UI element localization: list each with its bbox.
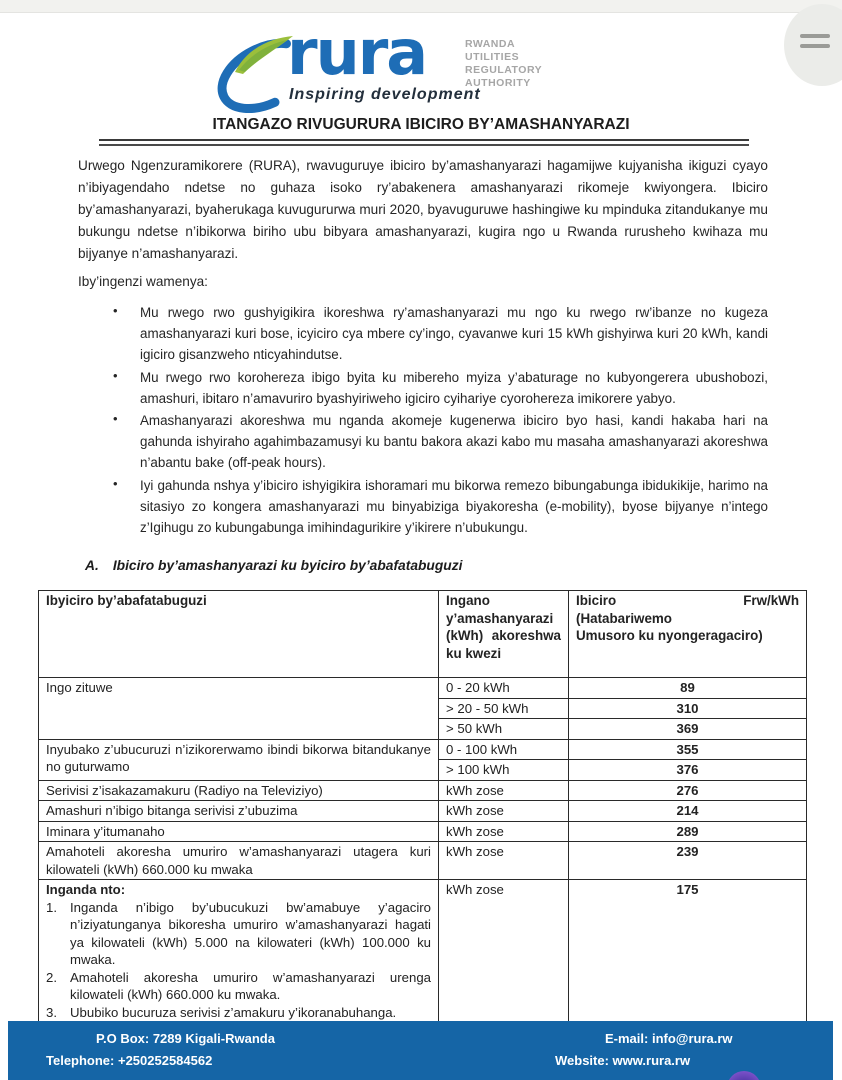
category-cell: Inyubako z’ubucuruzi n’izikorerwamo ibindi bikorwa bitandukanye no guturwamo: [39, 739, 439, 780]
price-cell: 376: [569, 760, 807, 781]
bullet-icon: •: [113, 475, 118, 491]
key-points-label: Iby’ingenzi wamenya:: [78, 274, 208, 289]
price-cell: 239: [569, 842, 807, 880]
table-row: [39, 739, 807, 760]
intro-paragraph: Urwego Ngenzuramikorere (RURA), rwavuguruye ibiciro by’amashanyarazi hagamijwe kujyanisha ikiguzi cyayo n’ibiyagendaho ndetse no guhaza isoko ry’abakenera amashanyarazi rikomeje kwiyongera. Ibiciro by’amashanyarazi, byaherukaga kuvugururwa muri 2020, byavuguruwe hashingiwe ku mpinduka zitandukanye mu bukungu ndetse n’ibikorwa biriho ubu bibyara amashanyarazi, kugira ngo u Rwanda rurusheho kwihaza mu bijyanye n’amashanyarazi.: [78, 158, 768, 261]
quantity-cell: kWh zose: [439, 821, 569, 842]
price-cell: 276: [569, 780, 807, 801]
col-header-quantity: Ingano y’amashanyarazi (kWh) akoreshwa ku kwezi: [439, 591, 569, 678]
list-item: Inganda n’ibigo by’ubucukuzi bw’amabuye y’agaciro n’iziyatunganya bikoresha umuriro w’amashanyarazi hagati ya kilowateli (kWh) 5.000 na kilowateri (kWh) 100.000 ku mwaka.: [70, 899, 431, 967]
tariff-table: [38, 590, 807, 1023]
table-row: [39, 880, 807, 1023]
footer-bar: [8, 1021, 833, 1080]
category-cell: Ingo zituwe: [39, 678, 439, 740]
footer-email: E-mail: info@rura.rw: [605, 1031, 733, 1046]
table-row: [39, 821, 807, 842]
footer-telephone: Telephone: +250252584562: [46, 1053, 213, 1068]
col-header-category: Ibyiciro by’abafatabuguzi: [39, 591, 439, 678]
category-cell: Amashuri n’ibigo bitanga serivisi z’ubuzima: [39, 801, 439, 822]
list-item: • Mu rwego rwo korohereza ibigo byita ku mibereho myiza y’abaturage no kubyongerera ubushobozi, amashuri, ibitaro n’amavuriro byashyiriweho igiciro cyihariye cyorohereza imikorere yabyo.: [113, 367, 768, 409]
table-row: [39, 842, 807, 880]
category-cell: Serivisi z’isakazamakuru (Radiyo na Televiziyo): [39, 780, 439, 801]
table-row: [39, 678, 807, 699]
category-cell: Iminara y’itumanaho: [39, 821, 439, 842]
list-item: Amahoteli akoresha umuriro w’amashanyarazi urenga kilowateli (kWh) 660.000 ku mwaka.: [70, 969, 431, 1002]
list-item: • Amashanyarazi akoreshwa mu nganda akomeje kugenerwa ibiciro byo hasi, kandi hakaba hari na gahunda ishyiraho agahimbazamusyi ku bantu bakora akazi kabo mu masaha amashanyarazi akoreshwa n’abantu bake (off-peak hours).: [113, 410, 768, 474]
brand-wordmark: rura: [287, 16, 427, 89]
logo-tagline: Inspiring development: [289, 86, 481, 103]
industry-items-list: [46, 899, 431, 1022]
price-cell: 214: [569, 801, 807, 822]
section-a-heading: A. Ibiciro by’amashanyarazi ku byiciro by’abafatabuguzi: [85, 558, 463, 573]
document-title: ITANGAZO RIVUGURURA IBICIRO BY’AMASHANYARAZI: [212, 116, 630, 133]
quantity-cell: kWh zose: [439, 780, 569, 801]
title-divider: [99, 139, 749, 146]
quantity-cell: kWh zose: [439, 801, 569, 822]
quantity-cell: kWh zose: [439, 842, 569, 880]
price-cell: 355: [569, 739, 807, 760]
col-header-price: Ibiciro Frw/kWh (Hatabariwemo Umusoro ku nyongeragaciro): [569, 591, 807, 678]
category-cell: [39, 880, 439, 1023]
category-cell: Amahoteli akoresha umuriro w’amashanyarazi utagera kuri kilowateli (kWh) 660.000 ku mwaka: [39, 842, 439, 880]
price-cell: 289: [569, 821, 807, 842]
key-points-list: [113, 302, 768, 539]
quantity-cell: > 50 kWh: [439, 719, 569, 740]
list-item: • Mu rwego rwo gushyigikira ikoreshwa ry’amashanyarazi mu ngo ku rwego rw’ibanze no kugeza amashanyarazi kuri bose, icyiciro cya mbere cy’ingo, cyavanwe kuri 15 kWh gishyirwa kuri 20 kWh, kandi igiciro gisanzweho nticyahindutse.: [113, 302, 768, 366]
footer-website: Website: www.rura.rw: [555, 1053, 691, 1068]
list-item: • Iyi gahunda nshya y’ibiciro ishyigikira ishoramari mu bikorwa remezo bibungabunga ibidukikije, harimo na sitasiyo zo kongera amashanyarazi mu binyabiziga biyakoresha (e-mobility), byose bijyanye n’intego z’Igihugu zo kubungabunga imihindagurikire y’ikirere n’ubukungu.: [113, 475, 768, 539]
quantity-cell: kWh zose: [439, 880, 569, 1023]
top-strip: [0, 0, 842, 13]
bullet-icon: •: [113, 303, 118, 318]
price-cell: 369: [569, 719, 807, 740]
quantity-cell: > 100 kWh: [439, 760, 569, 781]
price-cell: 175: [569, 880, 807, 1023]
quantity-cell: 0 - 100 kWh: [439, 739, 569, 760]
footer-po-box: P.O Box: 7289 Kigali-Rwanda: [96, 1031, 275, 1046]
list-item: Ububiko bucuruza serivisi z’amakuru y’ikoranabuhanga.: [70, 1004, 397, 1020]
table-row: [39, 801, 807, 822]
bullet-icon: •: [113, 411, 118, 427]
price-cell: 89: [569, 678, 807, 699]
authority-name: RWANDA UTILITIES REGULATORY AUTHORITY: [465, 38, 543, 89]
bullet-icon: •: [113, 367, 118, 383]
quantity-cell: > 20 - 50 kWh: [439, 698, 569, 719]
row-group-title: Inganda nto:: [46, 882, 126, 897]
table-row: [39, 780, 807, 801]
table-header-row: [39, 591, 807, 678]
price-cell: 310: [569, 698, 807, 719]
quantity-cell: 0 - 20 kWh: [439, 678, 569, 699]
rura-logo: [0, 16, 842, 118]
